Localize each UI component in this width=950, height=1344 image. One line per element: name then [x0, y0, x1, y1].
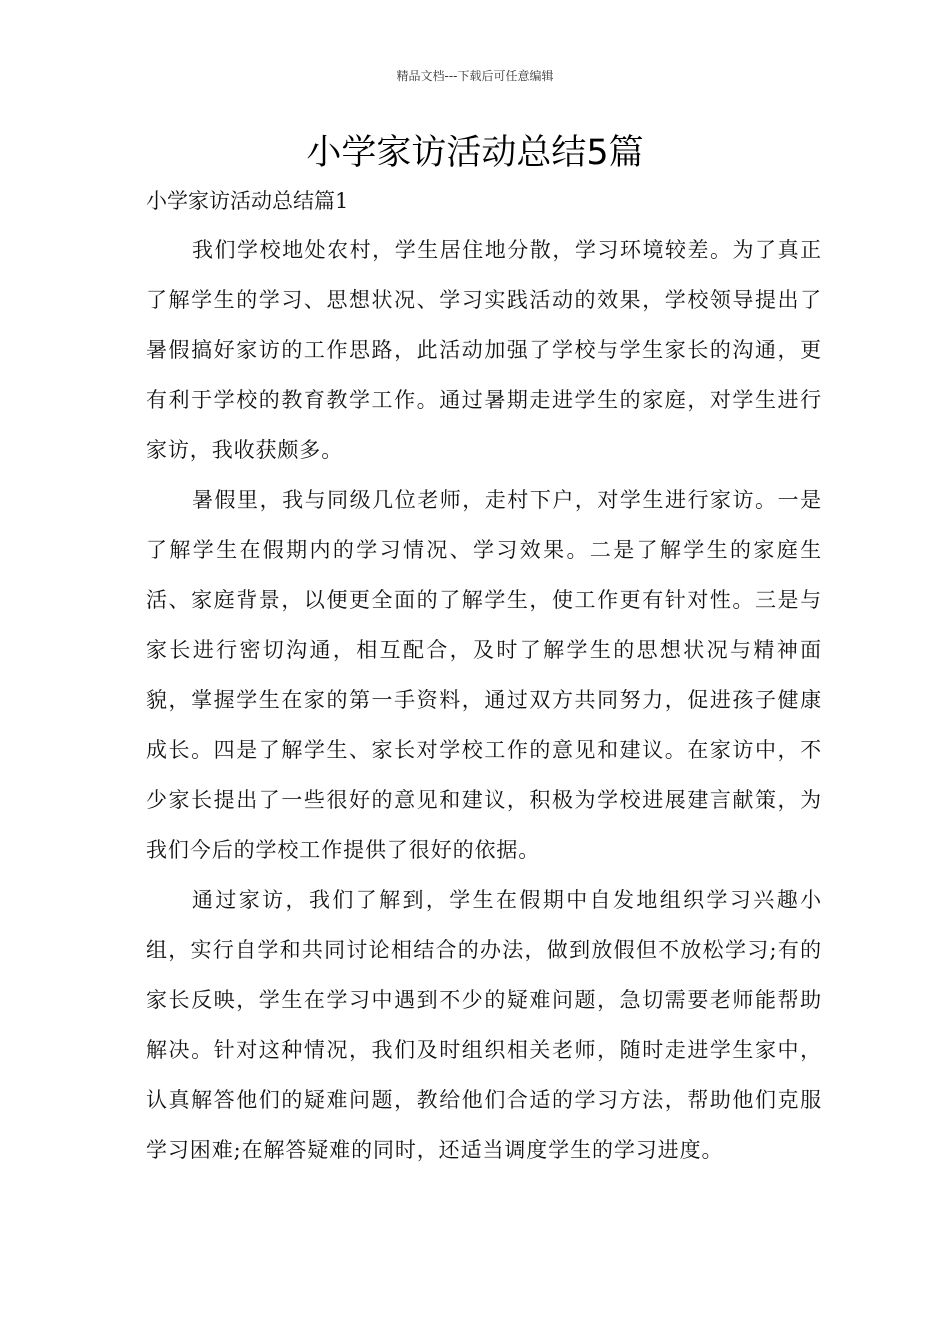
paragraph-2: 暑假里，我与同级几位老师，走村下户，对学生进行家访。一是了解学生在假期内的学习情况、学习效果。二是了解学生的家庭生活、家庭背景，以便更全面的了解学生，使工作更有针对性。三是与家长进行密切沟通，相互配合，及时了解学生的思想状况与精神面貌，掌握学生在家的第一手资料，通过双方共同努力，促进孩子健康成长。四是了解学生、家长对学校工作的意见和建议。在家访中，不少家长提出了一些很好的意见和建议，积极为学校进展建言献策，为我们今后的学校工作提供了很好的依据。	[146, 488, 822, 862]
page-header: 精品文档---下载后可任意编辑	[396, 69, 554, 83]
document-body	[146, 225, 822, 1175]
document-title: 小学家访活动总结5篇	[306, 133, 644, 173]
paragraph-3: 通过家访，我们了解到，学生在假期中自发地组织学习兴趣小组，实行自学和共同讨论相结合的办法，做到放假但不放松学习;有的家长反映，学生在学习中遇到不少的疑难问题，急切需要老师能帮助解决。针对这种情况，我们及时组织相关老师，随时走进学生家中，认真解答他们的疑难问题，教给他们合适的学习方法，帮助他们克服学习困难;在解答疑难的同时，还适当调度学生的学习进度。	[146, 888, 822, 1162]
section-heading: 小学家访活动总结篇1	[146, 189, 349, 213]
paragraph-1: 我们学校地处农村，学生居住地分散，学习环境较差。为了真正了解学生的学习、思想状况、学习实践活动的效果，学校领导提出了暑假搞好家访的工作思路，此活动加强了学校与学生家长的沟通，更有利于学校的教育教学工作。通过暑期走进学生的家庭，对学生进行家访，我收获颇多。	[146, 238, 822, 462]
